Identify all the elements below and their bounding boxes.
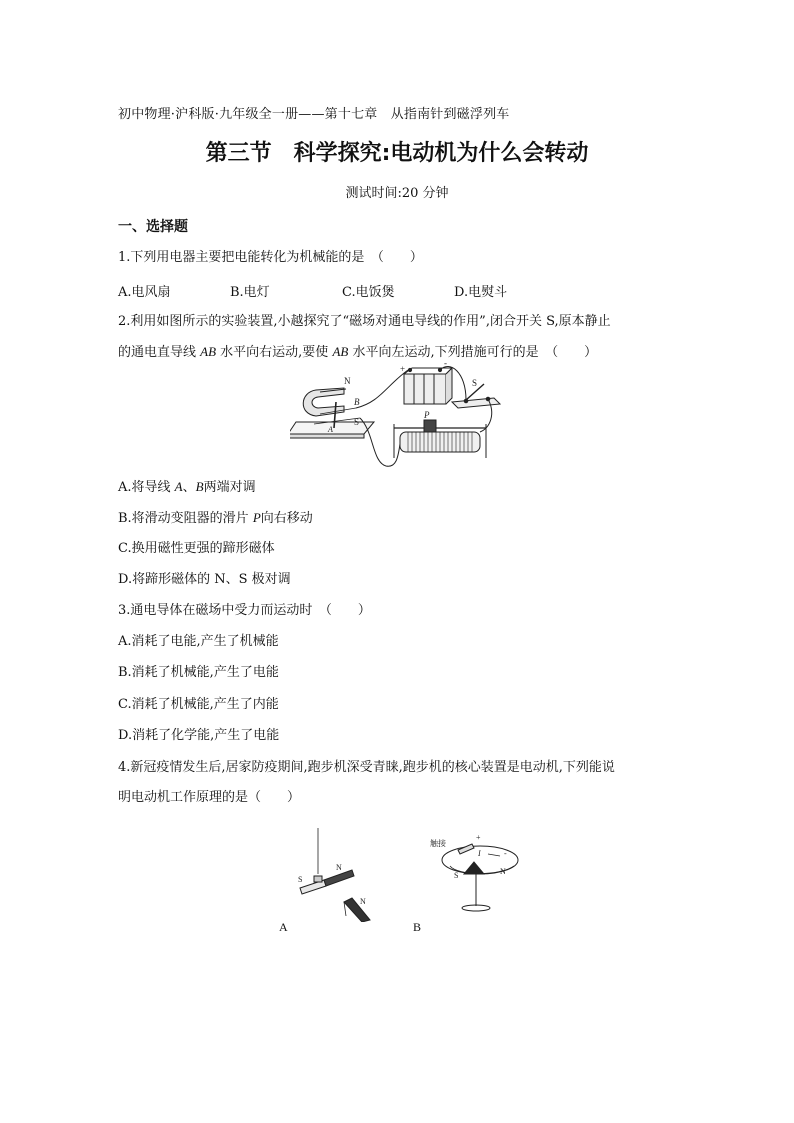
fig2-label-plus: + xyxy=(400,364,406,374)
q3-option-b: B.消耗了机械能,产生了电能 xyxy=(118,665,279,680)
chapter-header: 初中物理·沪科版·九年级全一册——第十七章 从指南针到磁浮列车 xyxy=(118,107,510,122)
q1-options xyxy=(118,281,507,300)
figB-label-minus: - xyxy=(504,849,507,858)
fig2-label-switch: S xyxy=(472,378,478,388)
q1-stem: 1.下列用电器主要把电能转化为机械能的是 （ ） xyxy=(118,250,423,265)
figB-label-s: S xyxy=(454,871,459,880)
q3-option-c: C.消耗了机械能,产生了内能 xyxy=(118,697,279,712)
fig2-label-s: S xyxy=(354,417,360,427)
q4-stem-line2: 明电动机工作原理的是（ ） xyxy=(118,790,301,805)
figure-a-caption: A xyxy=(279,920,288,934)
var-ab-2: AB xyxy=(332,344,349,359)
q2-stem-line2: 的通电直导线 AB 水平向右运动,要使 AB 水平向左运动,下列措施可行的是 （ ） xyxy=(118,344,598,360)
q4-figure-b xyxy=(418,826,528,922)
q3-option-a: A.消耗了电能,产生了机械能 xyxy=(118,634,279,649)
q4-figure-a xyxy=(290,826,380,926)
figB-label-touch: 触接 xyxy=(430,839,446,848)
q2-option-b: B.将滑动变阻器的滑片 P向右移动 xyxy=(118,510,313,526)
fig2-label-b: B xyxy=(354,397,360,407)
var-ab: AB xyxy=(200,344,217,359)
figA-label-n: N xyxy=(336,863,342,872)
figA-label-s: S xyxy=(298,875,303,884)
q3-option-d: D.消耗了化学能,产生了电能 xyxy=(118,728,280,743)
figure-b-caption: B xyxy=(413,920,422,934)
fig2-label-n: N xyxy=(344,376,351,386)
q1-option-d: D.电熨斗 xyxy=(454,285,508,300)
fig2-label-p: P xyxy=(424,410,430,420)
q2-stem-line1: 2.利用如图所示的实验装置,小越探究了“磁场对通电导线的作用”,闭合开关 S,原本静止 xyxy=(118,314,611,329)
q2-option-d: D.将蹄形磁体的 N、S 极对调 xyxy=(118,572,291,587)
fig2-label-a: A xyxy=(328,425,333,434)
figB-label-i: I xyxy=(478,849,481,858)
section-heading: 一、选择题 xyxy=(118,219,188,235)
fig2-label-minus: - xyxy=(444,362,447,368)
q1-option-b: B.电灯 xyxy=(230,285,270,300)
q2-option-a: A.将导线 A、B两端对调 xyxy=(118,479,256,495)
q1-option-a: A.电风扇 xyxy=(118,285,171,300)
q2-figure xyxy=(290,362,502,478)
q2-option-c: C.换用磁性更强的蹄形磁体 xyxy=(118,541,275,556)
test-time: 测试时间:20 分钟 xyxy=(345,186,449,201)
q3-stem: 3.通电导体在磁场中受力而运动时 （ ） xyxy=(118,603,371,618)
q1-option-c: C.电饭煲 xyxy=(342,285,395,300)
figA-label-n2: N xyxy=(360,897,366,906)
page-title: 第三节 科学探究:电动机为什么会转动 xyxy=(205,141,589,166)
figB-label-plus: + xyxy=(476,833,481,842)
figB-label-n: N xyxy=(500,867,506,876)
q4-stem-line1: 4.新冠疫情发生后,居家防疫期间,跑步机深受青睐,跑步机的核心装置是电动机,下列能说 xyxy=(118,760,615,775)
